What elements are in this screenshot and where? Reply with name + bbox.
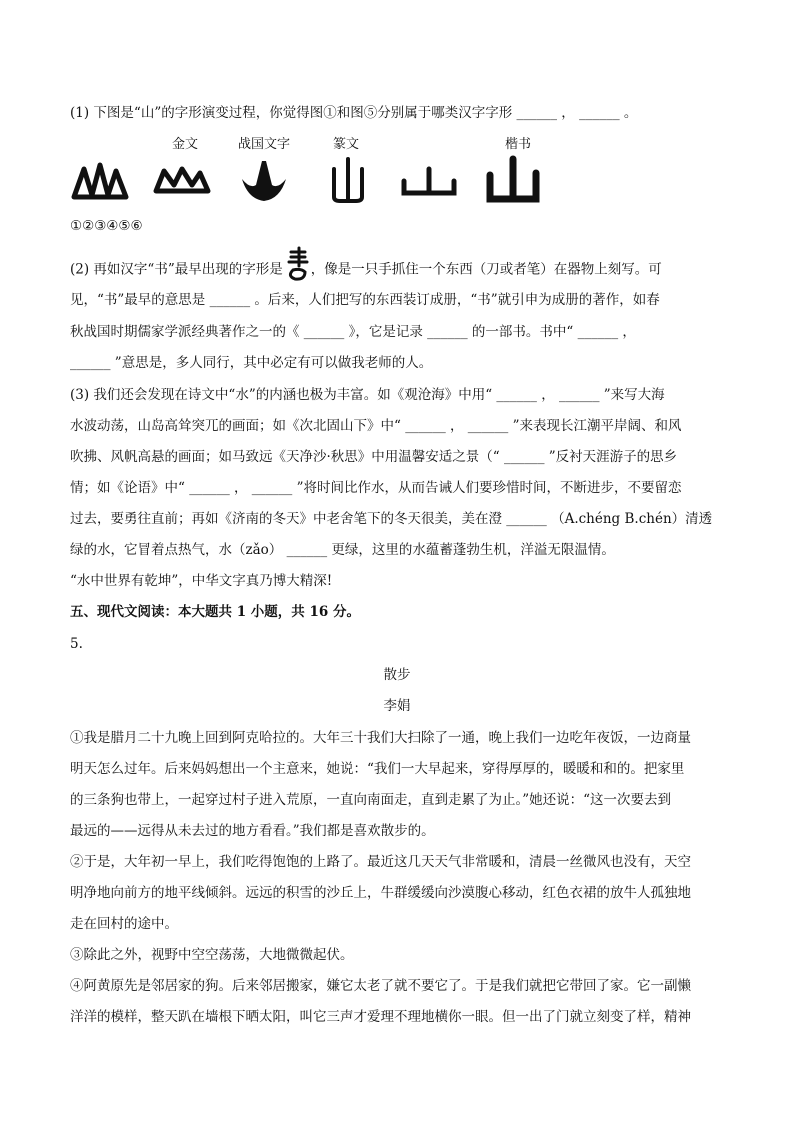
- label-zhanguo: 战国文字: [238, 137, 291, 152]
- passage-line: 洋洋的模样，整天趴在墙根下晒太阳，叫它三声才爱理不理地横你一眼。但一出了门就立刻变了样，精神: [70, 1009, 691, 1025]
- shan-glyph-2-icon: [152, 155, 212, 210]
- label-jinwen: 金文: [172, 137, 199, 152]
- passage-title: 散步: [383, 667, 411, 683]
- passage-line: 明天怎么过年。后来妈妈想出一个主意来，她说：“我们一大早起来，穿得厚厚的，暖暖和和的。把家里: [70, 761, 685, 777]
- q1-numbering: ①②③④⑤⑥: [70, 218, 143, 234]
- q3-line-2: 水波动荡，山岛高耸突兀的画面；如《次北固山下》中“ ______ ， ______ ”来表现长江潮平岸阔、和风: [70, 418, 682, 434]
- q3-line-6: 绿的水，它冒着点热气，水（zǎo） ______ 更绿，这里的水蕴蓄蓬勃生机，洋溢无限温情。: [70, 542, 615, 558]
- passage-line: 最远的——远得从未去过的地方看看。”我们都是喜欢散步的。: [70, 823, 435, 839]
- passage-line: ①我是腊月二十九晚上回到阿克哈拉的。大年三十我们大扫除了一通，晚上我们一边吃年夜饭，一边商量: [70, 730, 691, 746]
- q2-line-4: ______ ”意思是，多人同行，其中必定有可以做我老师的人。: [70, 355, 433, 371]
- question-number: 5.: [70, 636, 83, 652]
- shan-glyph-3-icon: [238, 155, 290, 210]
- q1-question: (1) 下图是“山”的字形演变过程，你觉得图①和图⑤分别属于哪类汉字字形 ______ ， ______ 。: [70, 105, 638, 121]
- passage-line: 走在回村的途中。: [70, 916, 178, 932]
- section-heading: 五、现代文阅读：本大题共 1 小题，共 16 分。: [70, 604, 360, 620]
- passage-author: 李娟: [383, 698, 411, 714]
- q2-line-2: 见，“书”最早的意思是 ______ 。后来，人们把写的东西装订成册，“书”就引申为成册的著作，如春: [70, 292, 660, 308]
- label-kaishu: 楷书: [505, 137, 532, 152]
- q2-line-3: 秋战国时期儒家学派经典著作之一的《 ______ 》，它是记录 ______ 的一部书。书中“ ______ ，: [70, 324, 636, 340]
- shan-glyph-5-icon: [398, 155, 460, 210]
- passage-line: ②于是，大年初一早上，我们吃得饱饱的上路了。最近这几天天气非常暖和，清晨一丝微风也没有，天空: [70, 854, 691, 870]
- q3-line-4: 情；如《论语》中“ ______ ， ______ ”将时间比作水，从而告诫人们要珍惜时间，不断进步，不要留恋: [70, 480, 682, 496]
- q2-line-1-part-b: ，像是一只手抓住一个东西（刀或者笔）在器物上刻写。可: [310, 261, 662, 278]
- shan-glyph-1-icon: [70, 155, 130, 210]
- shan-glyph-4-icon: [328, 155, 368, 210]
- q2-line-1-part-a: (2) 再如汉字“书”最早出现的字形是: [70, 261, 283, 278]
- label-zhuanwen: 篆文: [333, 137, 360, 152]
- passage-line: 的三条狗也带上，一起穿过村子进入荒原，一直向南面走，直到走累了为止。”她还说：“这一次要去到: [70, 792, 672, 808]
- passage-line: ③除此之外，视野中空空荡荡，大地微微起伏。: [70, 947, 354, 963]
- q3-line-1: (3) 我们还会发现在诗文中“水”的内涵也极为丰富。如《观沧海》中用“ ______ ， ______ ”来写大海: [70, 387, 665, 403]
- q3-closing: “水中世界有乾坤”，中华文字真乃博大精深!: [70, 573, 333, 589]
- q3-line-5: 过去，要勇往直前；再如《济南的冬天》中老舍笔下的冬天很美，美在澄 ______ （A.chéng B.chén）清透: [70, 511, 713, 527]
- shan-evolution-glyphs: [70, 155, 570, 210]
- passage-line: ④阿黄原先是邻居家的狗。后来邻居搬家，嫌它太老了就不要它了。于是我们就把它带回了家。它一副懒: [70, 978, 691, 994]
- q3-line-3: 吹拂、风帆高悬的画面；如马致远《天净沙·秋思》中用温馨安适之景（“ ______ ”反衬天涯游子的思乡: [70, 449, 678, 465]
- shan-glyph-6-icon: [482, 155, 544, 210]
- q2-line-1: [70, 258, 730, 282]
- passage-line: 明净地向前方的地平线倾斜。远远的积雪的沙丘上，牛群缓缓向沙漠腹心移动，红色衣裙的放牛人孤独地: [70, 885, 691, 901]
- shu-ancient-glyph-icon: [283, 246, 311, 282]
